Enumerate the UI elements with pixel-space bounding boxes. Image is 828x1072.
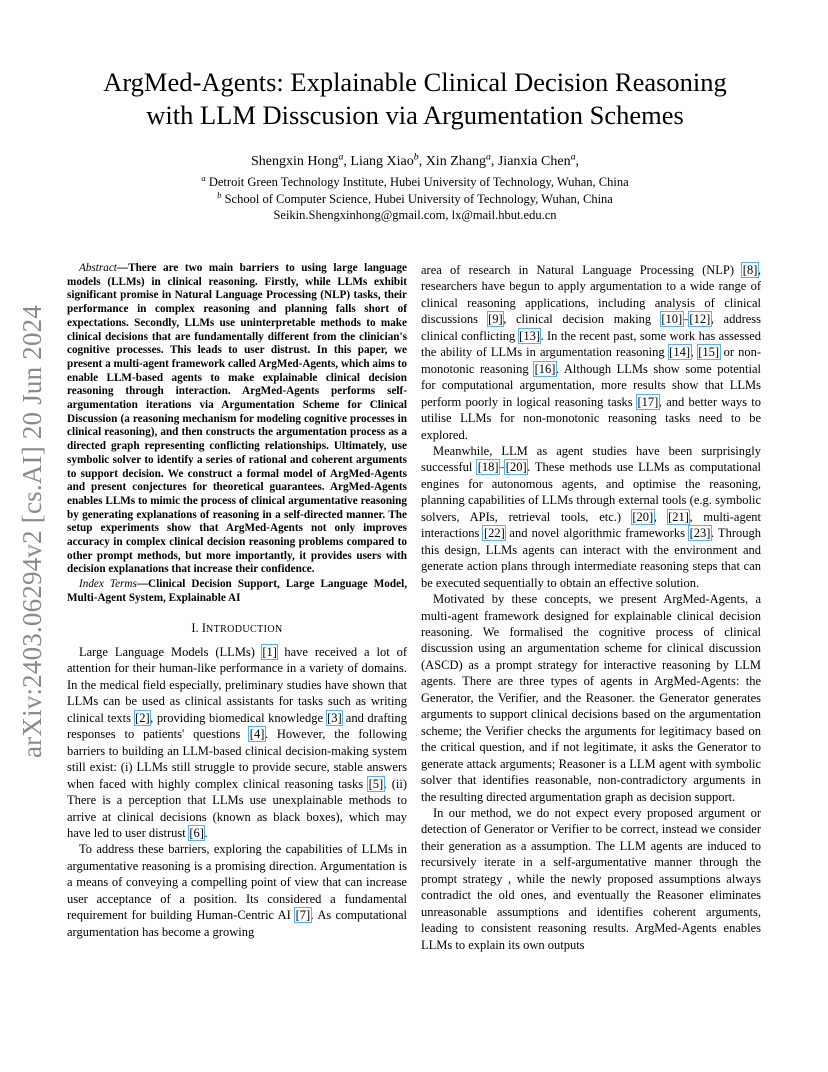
citation-link[interactable]: [1] bbox=[262, 645, 277, 660]
citation-link[interactable]: [23] bbox=[689, 526, 711, 541]
author-name: Shengxin Hong bbox=[251, 154, 339, 169]
citation-link[interactable]: [7] bbox=[295, 908, 311, 923]
citation-link[interactable]: [6] bbox=[189, 826, 204, 841]
citation-link[interactable]: [5] bbox=[368, 776, 384, 791]
right-column bbox=[421, 262, 761, 953]
affiliation-marker: b bbox=[413, 151, 419, 163]
abstract-label: Abstract bbox=[79, 262, 117, 274]
author-emails: Seikin.Shengxinhong@gmail.com, lx@mail.hbut.edu.cn bbox=[273, 208, 557, 222]
author-name: Jianxia Chen bbox=[497, 154, 571, 169]
paper-title bbox=[60, 66, 770, 132]
left-column bbox=[67, 262, 407, 940]
citation-link[interactable]: [15] bbox=[698, 345, 720, 360]
citation-link[interactable]: [4] bbox=[249, 727, 265, 742]
title-line-1: ArgMed-Agents: Explainable Clinical Decision Reasoning bbox=[103, 67, 727, 97]
citation-link[interactable]: [9] bbox=[488, 312, 503, 327]
citation-link[interactable]: [16] bbox=[534, 361, 556, 376]
affiliation-marker: a bbox=[201, 172, 206, 183]
citation-link[interactable]: [10] bbox=[661, 312, 683, 327]
citation-link[interactable]: [13] bbox=[519, 328, 540, 343]
author-block bbox=[80, 153, 750, 224]
affiliation-1: $^a$ Detroit Green Technology Institute, Hubei University of Technology, Wuhan, China bbox=[201, 172, 629, 189]
citation-link[interactable]: [12] bbox=[689, 312, 711, 327]
author-name: Liang Xiao bbox=[350, 154, 414, 169]
intro-paragraph-1: Large Language Models (LLMs) [1] have received a lot of attention for their human-like performance in a variety of domains. In the medical field especially, preliminary studies have shown that LLMs can be used as clinical assistants for tasks such as writing clinical texts [2], providing biomedical knowledge [3] and drafting responses to patients' questions [4]. However, the following barriers to building an LLM-based clinical decision-making system still exist: (i) LLMs still struggle to provide secure, stable answers when faced with highly complex clinical reasoning tasks [5]. (ii) There is a perception that LLMs use unexplainable methods to arrive at clinical decisions (known as black boxes), which may have led to user distrust [6]. bbox=[67, 645, 407, 841]
affiliation-marker: b bbox=[217, 189, 222, 200]
affiliation-marker: a bbox=[485, 151, 491, 163]
abstract-text: —There are two main barriers to using large language models (LLMs) in clinical reasoning. Firstly, while LLMs exhibit significant promise in Natural Language Processing (NLP) tasks, their performance in complex reasoning and planning falls short of expectations. Secondly, LLMs use uninterpretable methods to make clinical decisions that are fundamentally different from the clinician's cognitive processes. This leads to user distrust. In this paper, we present a multi-agent framework called ArgMed-Agents, which aims to enable LLM-based agents to make explainable clinical decision reasoning through interaction. ArgMed-Agents performs self-argumentation iterations via Argumentation Scheme for Clinical Discussion (a reasoning mechanism for modeling cognitive processes in clinical reasoning), and then constructs the argumentation process as a directed graph representing conflicting relationships. Ultimately, use symbolic solver to identify a series of rational and coherent arguments to support decision. We construct a formal model of ArgMed-Agents and present conjectures for theoretical guarantees. ArgMed-Agents enables LLMs to mimic the process of clinical argumentative reasoning by generating explanations of reasoning in a self-directed manner. The setup experiments show that ArgMed-Agents not only improves accuracy in complex clinical decision reasoning problems compared to other prompt methods, but more importantly, it provides users with decision explanations that increase their confidence. bbox=[67, 262, 407, 576]
citation-link[interactable]: [20] bbox=[505, 460, 527, 475]
citation-link[interactable]: [18] bbox=[477, 460, 499, 475]
citation-link[interactable]: [21] bbox=[668, 509, 689, 524]
intro-paragraph-2-continued: area of research in Natural Language Processing (NLP) [8], researchers have begun to apply argumentation to a wide range of clinical reasoning applications, including analysis of clinical discussions [9], clinical decision making [10]–[12], address clinical conflicting [13]. In the recent past, some work has assessed the ability of LLMs in argumentation reasoning [14], [15] or non-monotonic reasoning [16]. Although LLMs show some potential for computational argumentation, more results show that LLMs perform poorly in logical reasoning tasks [17], and better ways to utilise LLMs for non-monotonic reasoning tasks need to be explored. bbox=[421, 263, 762, 442]
intro-paragraph-4: Motivated by these concepts, we present ArgMed-Agents, a multi-agent framework designed for explainable clinical decision reasoning. We formalised the cognitive process of clinical discussion using an argumentation scheme for clinical discussion (ASCD) as a prompt strategy for interactive reasoning by LLM agents. There are three types of agents in ArgMed-Agents: the Generator, the Verifier, and the Reasoner. the Generator generates arguments to support clinical decisions based on the argumentation scheme; the Verifier checks the arguments for legitimacy based on the critical question, and if not legitimate, it asks the Generator to generate attack arguments; Reasoner is a LLM agent with symbolic solver that identifies reasonable, non-contradictory arguments in the resulting directed argumentation graph as decision support. bbox=[421, 592, 761, 804]
title-line-2: with LLM Disscusion via Argumentation Schemes bbox=[146, 100, 684, 130]
section-heading-introduction: I. INTRODUCTION bbox=[191, 620, 283, 635]
index-terms-text: —Clinical Decision Support, Large Language Model, Multi-Agent System, Explainable AI bbox=[67, 578, 407, 604]
citation-link[interactable]: [17] bbox=[637, 394, 659, 409]
citation-link[interactable]: [2] bbox=[135, 710, 150, 725]
affiliation-2: $^b$ School of Computer Science, Hubei University of Technology, Wuhan, China bbox=[217, 189, 613, 206]
citation-link[interactable]: [3] bbox=[327, 710, 342, 725]
affiliation-marker: a bbox=[338, 151, 344, 163]
index-terms-label: Index Terms bbox=[79, 578, 137, 591]
affiliation-marker: a bbox=[570, 151, 576, 163]
intro-paragraph-5: In our method, we do not expect every proposed argument or detection of Generator or Verifier to be correct, instead we consider their generation as a assumption. The LLM agents are induced to recursively iterate in a self-argumentative manner through the prompt strategy , while the newly proposed assumptions always contradict the old ones, and eventually the Reasoner eliminates unreasonable assumptions and identifies coherent arguments, leading to consistent reasoning results. ArgMed-Agents enables LLMs to explain its own outputs bbox=[421, 805, 761, 952]
author-list: Shengxin Hong$^a$, Liang Xiao$^b$, Xin Zhang$^a$, Jianxia Chen$^a$, bbox=[251, 151, 579, 169]
citation-link[interactable]: [20] bbox=[632, 509, 654, 524]
abstract bbox=[67, 262, 407, 577]
citation-link[interactable]: [14] bbox=[669, 345, 690, 360]
citation-link[interactable]: [22] bbox=[483, 526, 505, 541]
intro-paragraph-3: Meanwhile, LLM as agent studies have been surprisingly successful [18]–[20]. These methods use LLMs as computational engines for autonomous agents, and optimise the reasoning, planning capabilities of LLMs through external tools (e.g. symbolic solvers, APIs, retrieval tools, etc.) [20], [21], multi-agent interactions [22] and novel algorithmic frameworks [23]. Through this design, LLMs agents can interact with the environment and generate action plans through intermediate reasoning steps that can be executed sequentially to obtain an effective solution. bbox=[421, 443, 761, 590]
index-terms bbox=[67, 578, 407, 605]
intro-paragraph-2: To address these barriers, exploring the capabilities of LLMs in argumentative reasoning is a promising direction. Argumentation is a means of conveying a compelling point of view that can increase user acceptance of a position. Its considered a fundamental requirement for building Human-Centric AI [7]. As computational argumentation has become a growing bbox=[67, 842, 407, 939]
arxiv-identifier-stamp[interactable]: arXiv:2403.06294v2 [cs.AI] 20 Jun 2024 bbox=[17, 304, 47, 758]
author-name: Xin Zhang bbox=[425, 154, 486, 169]
citation-link[interactable]: [8] bbox=[742, 263, 758, 277]
